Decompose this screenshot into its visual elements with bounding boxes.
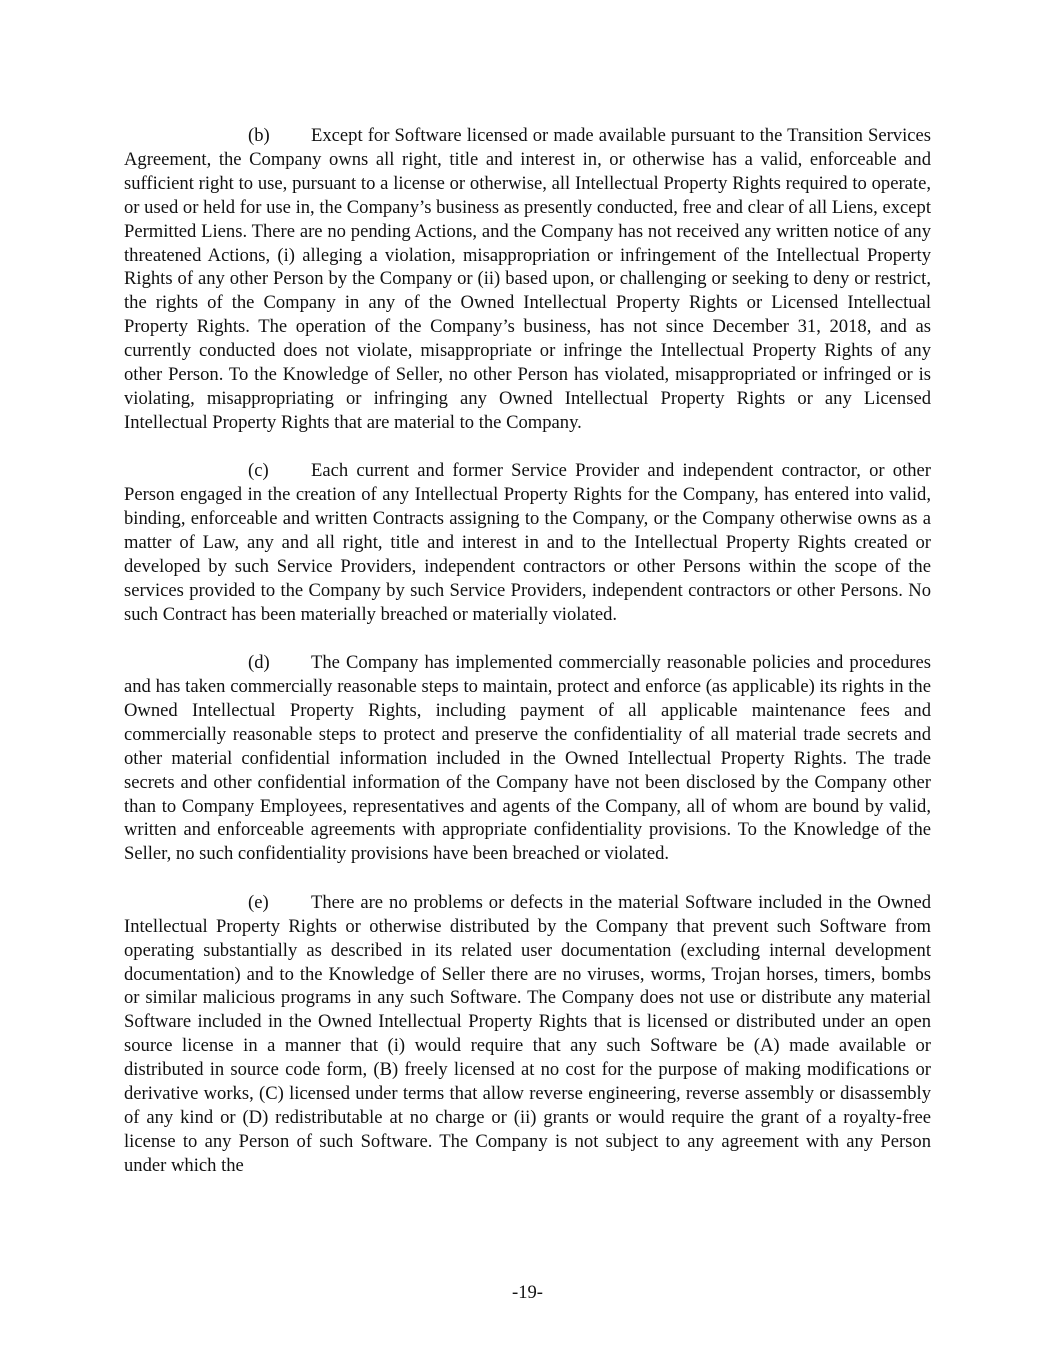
paragraph-e	[124, 891, 931, 1178]
paragraph-b-text: Except for Software licensed or made available pursuant to the Transition Services Agreement, the Company owns all right, title and interest in, or otherwise has a valid, enforceable and sufficient right to use, pursuant to a license or otherwise, all Intellectual Property Rights required to operate, or used or held for use in, the Company’s business as presently conducted, free and clear of all Liens, except Permitted Liens. There are no pending Actions, and the Company has not received any written notice of any threatened Actions, (i) alleging a violation, misappropriation or infringement of the Intellectual Property Rights of any other Person by the Company or (ii) based upon, or challenging or seeking to deny or restrict, the rights of the Company in any of the Owned Intellectual Property Rights or Licensed Intellectual Property Rights. The operation of the Company’s business, has not since December 31, 2018, and as currently conducted does not violate, misappropriate or infringe the Intellectual Property Rights of any other Person. To the Knowledge of Seller, no other Person has violated, misappropriated or infringed or is violating, misappropriating or infringing any Owned Intellectual Property Rights or any Licensed Intellectual Property Rights that are material to the Company.	[124, 125, 931, 433]
paragraph-e-text: There are no problems or defects in the material Software included in the Owned Intellectual Property Rights or otherwise distributed by the Company that prevent such Software from operating substantially as described in its related user documentation (excluding internal development documentation) and to the Knowledge of Seller there are no viruses, worms, Trojan horses, timers, bombs or similar malicious programs in any such Software. The Company does not use or distribute any material Software included in the Owned Intellectual Property Rights that is licensed or distributed under an open source license in a manner that (i) would require that any such Software be (A) made available or distributed in source code form, (B) freely licensed at no cost for the purpose of making modifications or derivative works, (C) licensed under terms that allow reverse engineering, reverse assembly or disassembly of any kind or (D) redistributable at no charge or (ii) grants or would require the grant of a royalty-free license to any Person of such Software. The Company is not subject to any agreement with any Person under which the	[124, 891, 931, 1176]
paragraph-d-label: (d)	[248, 652, 270, 674]
paragraph-d-text: The Company has implemented commercially reasonable policies and procedures and has taken commercially reasonable steps to maintain, protect and enforce (as applicable) its rights in the Owned Intellectual Property Rights, including payment of all applicable maintenance fees and commercially reasonable steps to protect and preserve the confidentiality of all material trade secrets and other material confidential information included in the Owned Intellectual Property Rights. The trade secrets and other confidential information of the Company have not been disclosed by the Company other than to Company Employees, representatives and agents of the Company, all of whom are bound by valid, written and enforceable agreements with appropriate confidentiality provisions. To the Knowledge of the Seller, no such confidentiality provisions have been breached or violated.	[124, 652, 931, 865]
page-number: -19-	[512, 1282, 543, 1303]
paragraph-b	[124, 124, 931, 435]
paragraph-e-label: (e)	[248, 891, 269, 913]
paragraph-c	[124, 459, 931, 626]
paragraph-c-text: Each current and former Service Provider and independent contractor, or other Person engaged in the creation of any Intellectual Property Rights for the Company, has entered into valid, binding, enforceable and written Contracts assigning to the Company, or the Company otherwise owns as a matter of Law, any and all right, title and interest in and to the Intellectual Property Rights created or developed by such Service Providers, independent contractors or other Persons within the scope of the services provided to the Company by such Service Providers, independent contractors or other Persons. No such Contract has been materially breached or materially violated.	[124, 460, 931, 625]
paragraph-c-label: (c)	[248, 460, 269, 482]
document-body	[124, 124, 931, 1202]
paragraph-d	[124, 651, 931, 866]
paragraph-b-label: (b)	[248, 125, 270, 146]
